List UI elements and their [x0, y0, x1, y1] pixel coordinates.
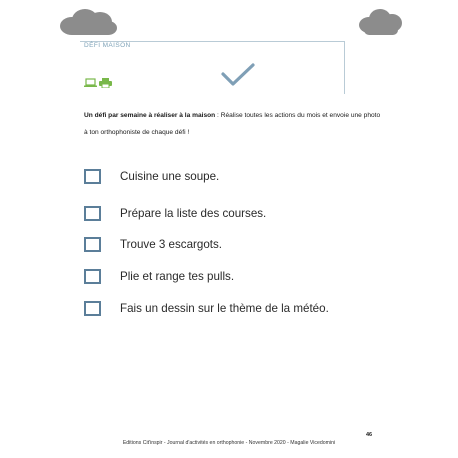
instructions — [84, 107, 384, 141]
laptop-icon — [84, 78, 97, 88]
task-checkbox[interactable] — [84, 237, 101, 252]
task-label: Prépare la liste des courses. — [120, 206, 267, 220]
task-checkbox[interactable] — [84, 169, 101, 184]
task-item — [84, 166, 219, 186]
instructions-text: : Réalise toutes les actions du mois et envoie une photo à ton orthophoniste de chaque défi ! — [84, 112, 381, 136]
task-label: Fais un dessin sur le thème de la météo. — [120, 301, 329, 315]
section-title: DÉFI MAISON — [84, 42, 131, 49]
task-checkbox[interactable] — [84, 269, 101, 284]
task-label: Plie et range tes pulls. — [120, 269, 235, 283]
checkmark-icon — [220, 62, 256, 88]
header-icons — [84, 78, 112, 88]
cloud-icon — [58, 8, 118, 36]
task-item — [84, 266, 234, 286]
task-item — [84, 234, 222, 254]
task-item — [84, 298, 329, 318]
instructions-bold: Un défi par semaine à réaliser à la maison — [84, 112, 216, 119]
task-label: Trouve 3 escargots. — [120, 237, 223, 251]
printer-icon — [99, 78, 112, 88]
task-checkbox[interactable] — [84, 301, 101, 316]
task-item — [84, 203, 266, 223]
task-label: Cuisine une soupe. — [120, 169, 220, 183]
page-number: 46 — [366, 432, 373, 438]
task-checkbox[interactable] — [84, 206, 101, 221]
footer-credit: Editions Cit'inspir - Journal d'activités en orthophonie - Novembre 2020 - Magalie Vicedomini — [122, 440, 336, 446]
cloud-icon — [358, 8, 404, 36]
